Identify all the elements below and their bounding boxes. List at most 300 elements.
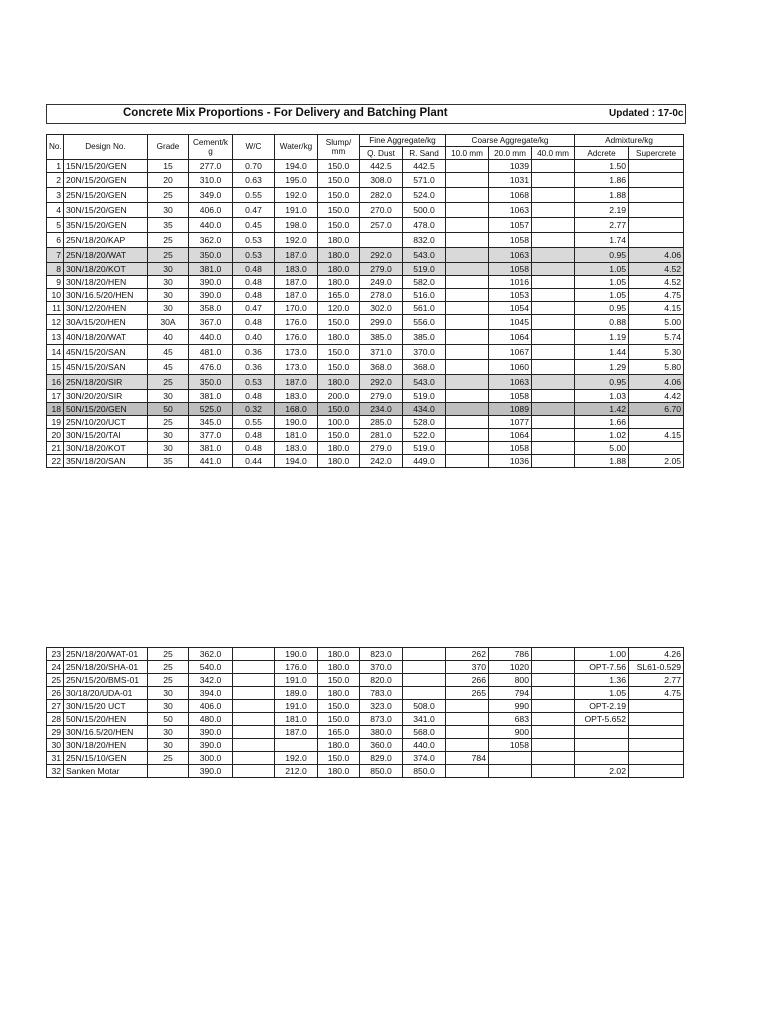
cell-no: 8 xyxy=(47,262,64,275)
cell-cement: 481.0 xyxy=(189,344,233,359)
table-row xyxy=(47,288,684,301)
cell-supercrete xyxy=(629,202,684,217)
cell-r-sand xyxy=(403,674,446,687)
cell-r-sand: 543.0 xyxy=(403,374,446,389)
cell-design-no: 50N/15/20/GEN xyxy=(64,402,148,415)
cell-20mm: 900 xyxy=(489,726,532,739)
cell-10mm xyxy=(446,329,489,344)
cell-q-dust: 442.5 xyxy=(360,159,403,172)
cell-grade: 30 xyxy=(148,262,189,275)
cell-40mm xyxy=(532,314,575,329)
cell-slump: 150.0 xyxy=(318,314,360,329)
cell-q-dust: 368.0 xyxy=(360,359,403,374)
cell-grade: 25 xyxy=(148,187,189,202)
cell-no: 6 xyxy=(47,232,64,247)
col-header-adcrete: Adcrete xyxy=(575,147,629,159)
cell-design-no: 35N/18/20/SAN xyxy=(64,454,148,467)
cell-supercrete xyxy=(629,700,684,713)
cell-r-sand: 500.0 xyxy=(403,202,446,217)
cell-40mm xyxy=(532,329,575,344)
mix-table-bottom xyxy=(46,647,684,778)
cell-supercrete: 4.15 xyxy=(629,428,684,441)
cell-supercrete: 4.52 xyxy=(629,275,684,288)
mix-rows-top xyxy=(47,159,684,467)
cell-40mm xyxy=(532,172,575,187)
cell-design-no: 25N/10/20/UCT xyxy=(64,415,148,428)
cell-adcrete: 2.02 xyxy=(575,765,629,778)
cell-wc: 0.36 xyxy=(233,359,275,374)
cell-40mm xyxy=(532,359,575,374)
cell-40mm xyxy=(532,301,575,314)
cell-10mm xyxy=(446,765,489,778)
cell-adcrete: 1.36 xyxy=(575,674,629,687)
table-row xyxy=(47,415,684,428)
cell-slump: 150.0 xyxy=(318,344,360,359)
cell-slump: 150.0 xyxy=(318,359,360,374)
cell-water: 181.0 xyxy=(275,428,318,441)
cell-design-no: 25N/15/20/GEN xyxy=(64,187,148,202)
cell-q-dust: 380.0 xyxy=(360,726,403,739)
cell-slump: 165.0 xyxy=(318,288,360,301)
cell-40mm xyxy=(532,687,575,700)
cell-r-sand: 434.0 xyxy=(403,402,446,415)
cell-grade: 25 xyxy=(148,415,189,428)
cell-water xyxy=(275,739,318,752)
table-row xyxy=(47,687,684,700)
cell-cement: 350.0 xyxy=(189,374,233,389)
cell-no: 14 xyxy=(47,344,64,359)
cell-water: 181.0 xyxy=(275,713,318,726)
cell-wc xyxy=(233,700,275,713)
cell-design-no: 30N/18/20/HEN xyxy=(64,739,148,752)
col-header-cement: Cement/k g xyxy=(189,135,233,160)
table-row xyxy=(47,739,684,752)
cell-supercrete: 4.52 xyxy=(629,262,684,275)
col-group-fine-aggregate: Fine Aggregate/kg xyxy=(360,135,446,147)
cell-grade: 25 xyxy=(148,374,189,389)
cell-design-no: 25N/15/20/BMS-01 xyxy=(64,674,148,687)
cell-adcrete: 1.88 xyxy=(575,187,629,202)
cell-wc: 0.48 xyxy=(233,428,275,441)
cell-design-no: 25N/18/20/KAP xyxy=(64,232,148,247)
cell-r-sand: 385.0 xyxy=(403,329,446,344)
cell-20mm: 786 xyxy=(489,648,532,661)
cell-supercrete: 2.05 xyxy=(629,454,684,467)
cell-design-no: 30N/15/20/GEN xyxy=(64,202,148,217)
cell-10mm xyxy=(446,247,489,262)
table-row xyxy=(47,713,684,726)
table-row xyxy=(47,359,684,374)
cell-r-sand xyxy=(403,687,446,700)
cell-q-dust: 279.0 xyxy=(360,262,403,275)
cell-design-no: 30/18/20/UDA-01 xyxy=(64,687,148,700)
cell-20mm: 1058 xyxy=(489,739,532,752)
cell-wc xyxy=(233,713,275,726)
cell-adcrete: 1.74 xyxy=(575,232,629,247)
table-row xyxy=(47,172,684,187)
cell-grade: 30 xyxy=(148,441,189,454)
cell-cement: 350.0 xyxy=(189,247,233,262)
cell-q-dust: 270.0 xyxy=(360,202,403,217)
cell-10mm xyxy=(446,713,489,726)
cell-water: 194.0 xyxy=(275,454,318,467)
cell-supercrete: 4.75 xyxy=(629,687,684,700)
cell-cement: 349.0 xyxy=(189,187,233,202)
cell-slump: 180.0 xyxy=(318,661,360,674)
cell-40mm xyxy=(532,202,575,217)
table-row xyxy=(47,374,684,389)
cell-10mm xyxy=(446,428,489,441)
cell-design-no: 15N/15/20/GEN xyxy=(64,159,148,172)
cell-cement: 390.0 xyxy=(189,765,233,778)
cell-water: 187.0 xyxy=(275,275,318,288)
cell-cement: 345.0 xyxy=(189,415,233,428)
cell-grade: 30 xyxy=(148,288,189,301)
cell-water: 187.0 xyxy=(275,374,318,389)
cell-slump: 150.0 xyxy=(318,187,360,202)
cell-10mm xyxy=(446,726,489,739)
cell-10mm xyxy=(446,441,489,454)
cell-grade: 30 xyxy=(148,428,189,441)
cell-grade: 25 xyxy=(148,674,189,687)
cell-cement: 390.0 xyxy=(189,288,233,301)
table-row xyxy=(47,344,684,359)
cell-wc xyxy=(233,687,275,700)
cell-q-dust: 292.0 xyxy=(360,247,403,262)
cell-40mm xyxy=(532,454,575,467)
cell-water: 212.0 xyxy=(275,765,318,778)
cell-q-dust: 278.0 xyxy=(360,288,403,301)
cell-20mm: 1039 xyxy=(489,159,532,172)
cell-slump: 180.0 xyxy=(318,765,360,778)
cell-20mm: 1064 xyxy=(489,428,532,441)
cell-no: 19 xyxy=(47,415,64,428)
cell-design-no: 30N/15/20 UCT xyxy=(64,700,148,713)
cell-slump: 180.0 xyxy=(318,262,360,275)
updated-date: Updated : 17-0c xyxy=(609,108,684,119)
cell-no: 15 xyxy=(47,359,64,374)
cell-grade: 30 xyxy=(148,202,189,217)
cell-grade: 25 xyxy=(148,752,189,765)
cell-no: 9 xyxy=(47,275,64,288)
cell-grade: 30 xyxy=(148,389,189,402)
cell-cement: 390.0 xyxy=(189,275,233,288)
cell-adcrete: 1.03 xyxy=(575,389,629,402)
table-row xyxy=(47,159,684,172)
cell-wc xyxy=(233,726,275,739)
cell-grade: 30A xyxy=(148,314,189,329)
cell-adcrete: 1.05 xyxy=(575,275,629,288)
cell-q-dust: 282.0 xyxy=(360,187,403,202)
cell-water: 176.0 xyxy=(275,329,318,344)
cell-cement: 342.0 xyxy=(189,674,233,687)
cell-10mm: 784 xyxy=(446,752,489,765)
cell-grade: 25 xyxy=(148,232,189,247)
cell-water: 173.0 xyxy=(275,344,318,359)
cell-no: 30 xyxy=(47,739,64,752)
cell-cement: 358.0 xyxy=(189,301,233,314)
cell-r-sand: 508.0 xyxy=(403,700,446,713)
cell-20mm: 1058 xyxy=(489,232,532,247)
cell-slump: 200.0 xyxy=(318,389,360,402)
cell-10mm xyxy=(446,314,489,329)
cell-supercrete xyxy=(629,739,684,752)
cell-cement: 277.0 xyxy=(189,159,233,172)
cell-q-dust: 285.0 xyxy=(360,415,403,428)
cell-design-no: 50N/15/20/HEN xyxy=(64,713,148,726)
table-row xyxy=(47,402,684,415)
cell-slump: 180.0 xyxy=(318,739,360,752)
cell-supercrete: 4.75 xyxy=(629,288,684,301)
cell-q-dust: 302.0 xyxy=(360,301,403,314)
cell-cement: 381.0 xyxy=(189,262,233,275)
cell-grade: 20 xyxy=(148,172,189,187)
cell-supercrete: 5.00 xyxy=(629,314,684,329)
cell-cement: 406.0 xyxy=(189,202,233,217)
cell-no: 17 xyxy=(47,389,64,402)
cell-wc: 0.48 xyxy=(233,389,275,402)
cell-10mm: 262 xyxy=(446,648,489,661)
cell-supercrete xyxy=(629,765,684,778)
cell-grade: 25 xyxy=(148,648,189,661)
cell-supercrete: 4.06 xyxy=(629,374,684,389)
cell-20mm: 1020 xyxy=(489,661,532,674)
cell-20mm: 1054 xyxy=(489,301,532,314)
cell-10mm xyxy=(446,402,489,415)
cell-grade: 30 xyxy=(148,275,189,288)
cell-water: 191.0 xyxy=(275,202,318,217)
cell-cement: 381.0 xyxy=(189,389,233,402)
cell-wc: 0.63 xyxy=(233,172,275,187)
cell-slump: 150.0 xyxy=(318,428,360,441)
cell-slump: 150.0 xyxy=(318,713,360,726)
cell-supercrete xyxy=(629,441,684,454)
cell-wc xyxy=(233,752,275,765)
cell-adcrete: 2.77 xyxy=(575,217,629,232)
cell-wc: 0.40 xyxy=(233,329,275,344)
cell-wc: 0.32 xyxy=(233,402,275,415)
cell-water: 190.0 xyxy=(275,648,318,661)
table-row xyxy=(47,454,684,467)
cell-cement: 525.0 xyxy=(189,402,233,415)
cell-20mm: 1089 xyxy=(489,402,532,415)
cell-20mm: 800 xyxy=(489,674,532,687)
table-row xyxy=(47,428,684,441)
cell-adcrete: 0.95 xyxy=(575,301,629,314)
cell-supercrete: 4.06 xyxy=(629,247,684,262)
cell-slump: 180.0 xyxy=(318,687,360,700)
cell-q-dust xyxy=(360,232,403,247)
cell-design-no: 30N/18/20/KOT xyxy=(64,262,148,275)
cell-slump: 180.0 xyxy=(318,329,360,344)
cell-40mm xyxy=(532,752,575,765)
cell-r-sand: 556.0 xyxy=(403,314,446,329)
cell-supercrete: 6.70 xyxy=(629,402,684,415)
cell-20mm: 1063 xyxy=(489,247,532,262)
cell-q-dust: 242.0 xyxy=(360,454,403,467)
cell-grade: 25 xyxy=(148,247,189,262)
cell-cement: 441.0 xyxy=(189,454,233,467)
cell-10mm xyxy=(446,700,489,713)
cell-r-sand: 850.0 xyxy=(403,765,446,778)
cell-water: 187.0 xyxy=(275,726,318,739)
cell-10mm xyxy=(446,739,489,752)
cell-cement: 480.0 xyxy=(189,713,233,726)
cell-10mm xyxy=(446,415,489,428)
cell-adcrete: 0.95 xyxy=(575,247,629,262)
table-row xyxy=(47,247,684,262)
cell-water: 168.0 xyxy=(275,402,318,415)
cell-40mm xyxy=(532,344,575,359)
table-row xyxy=(47,648,684,661)
cell-40mm xyxy=(532,232,575,247)
table-row xyxy=(47,232,684,247)
cell-r-sand: 543.0 xyxy=(403,247,446,262)
cell-cement: 362.0 xyxy=(189,232,233,247)
table-row xyxy=(47,661,684,674)
cell-design-no: 30N/18/20/KOT xyxy=(64,441,148,454)
cell-adcrete: 1.00 xyxy=(575,648,629,661)
cell-wc: 0.53 xyxy=(233,232,275,247)
cell-slump: 180.0 xyxy=(318,232,360,247)
cell-q-dust: 279.0 xyxy=(360,441,403,454)
cell-water: 192.0 xyxy=(275,752,318,765)
cell-r-sand: 582.0 xyxy=(403,275,446,288)
table-row xyxy=(47,202,684,217)
cell-10mm: 370 xyxy=(446,661,489,674)
cell-10mm xyxy=(446,374,489,389)
cell-cement: 476.0 xyxy=(189,359,233,374)
table-row xyxy=(47,217,684,232)
cell-q-dust: 234.0 xyxy=(360,402,403,415)
cell-slump: 150.0 xyxy=(318,752,360,765)
cell-adcrete: 1.29 xyxy=(575,359,629,374)
cell-adcrete: 2.19 xyxy=(575,202,629,217)
cell-40mm xyxy=(532,288,575,301)
col-header-40mm: 40.0 mm xyxy=(532,147,575,159)
cell-cement: 440.0 xyxy=(189,217,233,232)
cell-no: 29 xyxy=(47,726,64,739)
cell-slump: 150.0 xyxy=(318,217,360,232)
cell-adcrete: OPT-7.56 xyxy=(575,661,629,674)
cell-adcrete: 1.05 xyxy=(575,262,629,275)
cell-40mm xyxy=(532,674,575,687)
cell-wc: 0.48 xyxy=(233,314,275,329)
cell-40mm xyxy=(532,275,575,288)
cell-r-sand: 374.0 xyxy=(403,752,446,765)
cell-slump: 150.0 xyxy=(318,202,360,217)
cell-design-no: 30N/16.5/20/HEN xyxy=(64,726,148,739)
cell-adcrete: 1.50 xyxy=(575,159,629,172)
cell-supercrete xyxy=(629,726,684,739)
cell-r-sand: 519.0 xyxy=(403,389,446,402)
cell-r-sand: 832.0 xyxy=(403,232,446,247)
cell-adcrete: 1.05 xyxy=(575,288,629,301)
cell-q-dust: 820.0 xyxy=(360,674,403,687)
cell-slump: 180.0 xyxy=(318,441,360,454)
cell-adcrete: 1.05 xyxy=(575,687,629,700)
cell-water: 170.0 xyxy=(275,301,318,314)
cell-no: 20 xyxy=(47,428,64,441)
cell-water: 189.0 xyxy=(275,687,318,700)
cell-q-dust: 850.0 xyxy=(360,765,403,778)
cell-40mm xyxy=(532,713,575,726)
cell-supercrete xyxy=(629,752,684,765)
table-row xyxy=(47,389,684,402)
cell-slump: 180.0 xyxy=(318,648,360,661)
cell-q-dust: 279.0 xyxy=(360,389,403,402)
cell-r-sand: 522.0 xyxy=(403,428,446,441)
cell-grade xyxy=(148,765,189,778)
cell-slump: 100.0 xyxy=(318,415,360,428)
cell-no: 22 xyxy=(47,454,64,467)
cell-no: 13 xyxy=(47,329,64,344)
table-row xyxy=(47,187,684,202)
cell-20mm: 1016 xyxy=(489,275,532,288)
table-row xyxy=(47,329,684,344)
cell-water: 187.0 xyxy=(275,288,318,301)
cell-40mm xyxy=(532,739,575,752)
cell-water: 176.0 xyxy=(275,661,318,674)
cell-40mm xyxy=(532,159,575,172)
cell-10mm: 266 xyxy=(446,674,489,687)
cell-r-sand: 561.0 xyxy=(403,301,446,314)
cell-wc: 0.47 xyxy=(233,301,275,314)
cell-10mm xyxy=(446,301,489,314)
cell-slump: 150.0 xyxy=(318,402,360,415)
cell-grade: 45 xyxy=(148,359,189,374)
cell-cement: 362.0 xyxy=(189,648,233,661)
cell-r-sand xyxy=(403,661,446,674)
cell-40mm xyxy=(532,441,575,454)
cell-wc: 0.55 xyxy=(233,187,275,202)
cell-40mm xyxy=(532,217,575,232)
mix-rows-bottom xyxy=(47,648,684,778)
cell-design-no: Sanken Motar xyxy=(64,765,148,778)
cell-20mm: 1064 xyxy=(489,329,532,344)
cell-r-sand: 341.0 xyxy=(403,713,446,726)
cell-supercrete xyxy=(629,187,684,202)
cell-no: 23 xyxy=(47,648,64,661)
col-header-water: Water/kg xyxy=(275,135,318,160)
cell-r-sand: 519.0 xyxy=(403,441,446,454)
cell-no: 3 xyxy=(47,187,64,202)
cell-20mm xyxy=(489,765,532,778)
cell-wc xyxy=(233,765,275,778)
cell-adcrete: 1.02 xyxy=(575,428,629,441)
cell-adcrete: 5.00 xyxy=(575,441,629,454)
cell-slump: 165.0 xyxy=(318,726,360,739)
cell-10mm xyxy=(446,217,489,232)
cell-r-sand: 442.5 xyxy=(403,159,446,172)
cell-wc: 0.44 xyxy=(233,454,275,467)
cell-q-dust: 299.0 xyxy=(360,314,403,329)
col-header-design-no: Design No. xyxy=(64,135,148,160)
cell-design-no: 25N/18/20/SIR xyxy=(64,374,148,389)
cell-wc: 0.45 xyxy=(233,217,275,232)
cell-grade: 15 xyxy=(148,159,189,172)
cell-wc: 0.53 xyxy=(233,374,275,389)
cell-design-no: 30A/15/20/HEN xyxy=(64,314,148,329)
cell-10mm xyxy=(446,172,489,187)
cell-grade: 30 xyxy=(148,726,189,739)
cell-supercrete: 4.42 xyxy=(629,389,684,402)
cell-r-sand: 571.0 xyxy=(403,172,446,187)
cell-grade: 30 xyxy=(148,687,189,700)
cell-q-dust: 385.0 xyxy=(360,329,403,344)
cell-10mm xyxy=(446,202,489,217)
cell-cement: 390.0 xyxy=(189,739,233,752)
